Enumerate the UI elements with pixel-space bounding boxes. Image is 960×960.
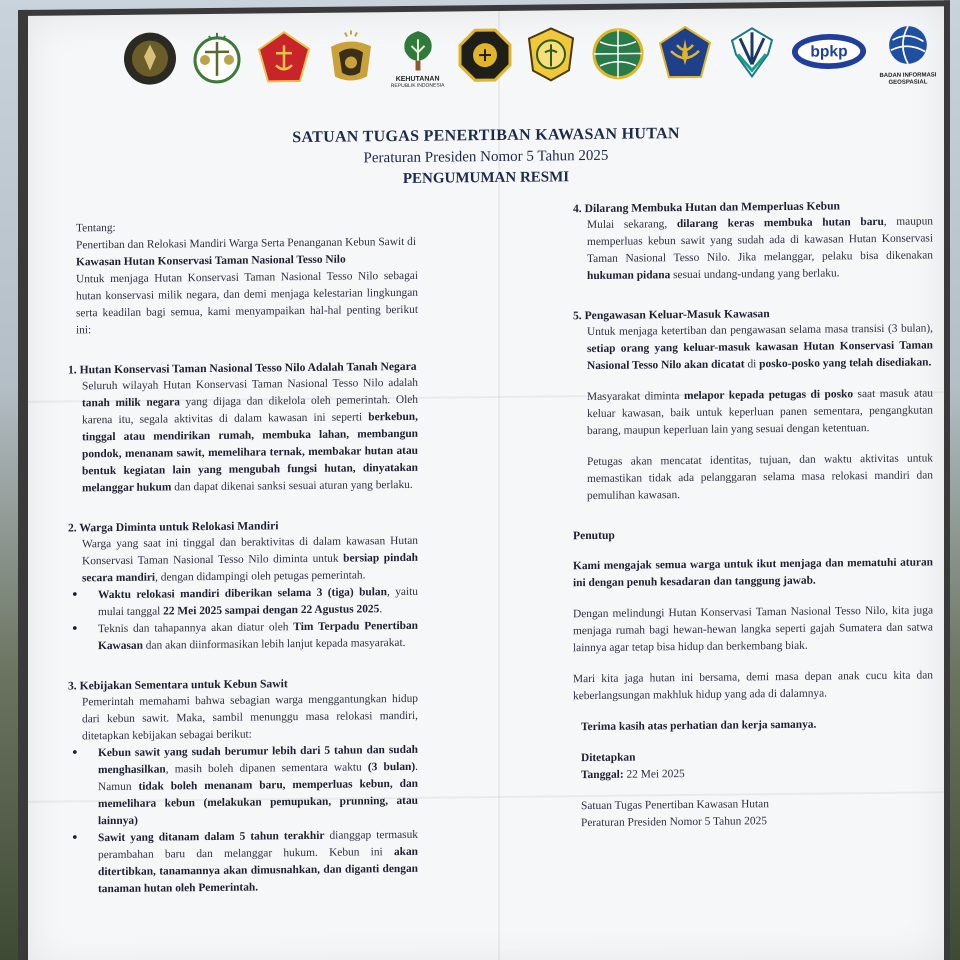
police-emblem-icon [323, 28, 379, 85]
pentagon-wings-icon [657, 25, 713, 82]
kehutanan-caption: KEHUTANAN REPUBLIK INDONESIA [390, 75, 445, 89]
intro-paragraph: Untuk menjaga Hutan Konservasi Taman Nasional Tesso Nilo sebagai hutan konservasi milik negara, dan demi menjaga kelestarian lingkungan serta keadilan bagi semua, kami menyampaikan hal-hal penting berikut ini: [76, 269, 418, 337]
section-2-body: Warga yang saat ini tinggal dan beraktivitas di dalam kawasan Hutan Konservasi Taman Nasional Tesso Nilo diminta untuk bersiap pindah secara mandiri, dengan didampingi oleh petugas pemerintah. [82, 534, 418, 585]
esdm-logo [455, 27, 515, 108]
date-line: Tanggal: 22 Mei 2025 [581, 768, 685, 782]
announcement-label: PENGUMUMAN RESMI [402, 169, 570, 187]
ditetapkan-label: Ditetapkan [581, 751, 636, 765]
announcement-board [18, 0, 950, 960]
tentang-label: Tentang: [76, 221, 116, 235]
logo-row [120, 22, 940, 126]
pentagon-shield-icon [256, 29, 312, 86]
round-seal-icon [122, 30, 178, 87]
kejaksaan-logo [120, 30, 180, 111]
pertanian-logo [521, 26, 581, 107]
signatory-line-2: Peraturan Presiden Nomor 5 Tahun 2025 [581, 815, 767, 830]
big-logo [876, 22, 940, 103]
section-2-bullet: • Teknis dan tahapannya akan diatur oleh Tim Terpadu Penertiban Kawasan dan akan diinformasikan lebih lanjut kepada masyarakat. [68, 618, 418, 656]
section-5-report-paragraph: Masyarakat diminta melapor kepada petugas di posko saat masuk atau keluar kawasan, baik untuk keperluan panen sementara, pengangkutan barang, maupun keperluan lain yang sesuai dengan ketentuan. [587, 387, 933, 438]
signatory-line-1: Satuan Tugas Penertiban Kawasan Hutan [581, 798, 769, 813]
kemendes-logo [722, 24, 782, 105]
section-3-bullet: • Kebun sawit yang sudah berumur lebih dari 5 tahun dan sudah menghasilkan, masih boleh dipanen sementara waktu (3 bulan). Namun tidak boleh menanam baru, memperluas kebun, dan memelihara kebun (melakukan pemupukan, prunning, atau lainnya) [68, 742, 418, 831]
closing-title: Penutup [573, 528, 615, 543]
atr-bpn-logo [588, 25, 648, 106]
section-5-title: 5. Pengawasan Keluar-Masuk Kawasan [573, 307, 770, 323]
bpkp-logo [789, 23, 869, 104]
right-column [573, 196, 933, 832]
section-1-title: 1. Hutan Konservasi Taman Nasional Tesso Nilo Adalah Tanah Negara [68, 359, 417, 377]
thanks-line: Terima kasih atas perhatian dan kerja samanya. [581, 718, 817, 734]
globe-swirl-icon [880, 22, 936, 71]
octagon-emblem-icon [457, 27, 513, 84]
section-2-title: 2. Warga Diminta untuk Relokasi Mandiri [68, 519, 279, 535]
scales-of-justice-icon [189, 30, 245, 87]
polri-logo [321, 28, 381, 109]
document-title: SATUAN TUGAS PENERTIBAN KAWASAN HUTAN [292, 125, 680, 147]
section-4-title: 4. Dilarang Membuka Hutan dan Memperluas Kebun [573, 199, 841, 216]
big-caption: BADAN INFORMASI GEOSPASIAL [879, 72, 937, 86]
closing-call: Kami mengajak semua warga untuk ikut menjaga dan mematuhi aturan ini dengan penuh kesadaran dan tanggung jawab. [573, 556, 933, 590]
bpkp-oval-icon [790, 23, 868, 80]
scales-logo [187, 30, 247, 111]
shield-leaf-icon [523, 26, 579, 83]
subject-line-2: Kawasan Hutan Konservasi Taman Nasional Tesso Nilo [76, 253, 346, 269]
closing-paragraph-2: Mari kita jaga hutan ini bersama, demi masa depan anak cucu kita dan keberlangsungan makhluk hidup yang ada di dalamnya. [573, 669, 933, 703]
section-5-officer-paragraph: Petugas akan mencatat identitas, tujuan, dan waktu aktivitas untuk memastikan tidak ada pelanggaran selama masa relokasi mandiri dan pemulihan kawasan. [587, 452, 933, 503]
section-1-body: Seluruh wilayah Hutan Konservasi Taman Nasional Tesso Nilo adalah tanah milik negara yang dijaga dan dikelola oleh pemerintah. Oleh karena itu, segala aktivitas di dalam kawasan ini seperti berkebun, tinggal atau mendirikan rumah, membuka lahan, membangun pondok, menanam sawit, memelihara ternak, membakar hutan atau bentuk kegiatan lain yang mengubah fungsi hutan, dinyatakan melanggar hukum dan dapat dikenai sanksi sesuai aturan yang berlaku. [82, 376, 418, 495]
closing-paragraph-1: Dengan melindungi Hutan Konservasi Taman Nasional Tesso Nilo, kita juga menjaga rumah bagi hewan-hewan langka seperti gajah Sumatera dan satwa lainnya agar tetap bisa hidup dan berkembang biak. [573, 604, 933, 655]
section-3-body: Pemerintah memahami bahwa sebagian warga menggantungkan hidup dari kebun sawit. Maka, sambil menunggu masa relokasi mandiri, ditetapkan kebijakan sebagai berikut: [82, 692, 418, 743]
regulation-line: Peraturan Presiden Nomor 5 Tahun 2025 [363, 147, 609, 167]
globe-icon [590, 25, 646, 82]
section-3-title: 3. Kebijakan Sementara untuk Kebun Sawit [68, 677, 288, 693]
kehutanan-logo [388, 28, 448, 109]
section-4-body: Mulai sekarang, dilarang keras membuka hutan baru, maupun memperluas kebun sawit yang sudah ada di kawasan Hutan Konservasi Taman Nasional Tesso Nilo. Jika melanggar, pelaku bisa dikenakan hukuman pidana sesuai undang-undang yang berlaku. [587, 215, 933, 283]
left-column [68, 217, 418, 899]
tni-logo [254, 29, 314, 110]
section-2-bullet: • Waktu relokasi mandiri diberikan selama 3 (tiga) bulan, yaitu mulai tanggal 22 Mei 2025 sampai dengan 22 Agustus 2025. [68, 584, 418, 622]
tree-icon [390, 28, 446, 75]
section-3-bullet: • Sawit yang ditanam dalam 5 tahun terakhir dianggap termasuk perambahan baru dan melanggar hukum. Kebun ini akan ditertibkan, tanamannya akan dimusnahkan, dan diganti dengan tanaman hutan oleh Pemerintah. [68, 827, 418, 899]
kemenkeu-logo [655, 25, 715, 106]
svg-text:bpkp: bpkp [810, 43, 848, 61]
subject-line-1: Penertiban dan Relokasi Mandiri Warga Serta Penanganan Kebun Sawit di [76, 235, 416, 252]
section-5-body: Untuk menjaga ketertiban dan pengawasan selama masa transisi (3 bulan), setiap orang yang keluar-masuk kawasan Hutan Konservasi Taman Nasional Tesso Nilo akan dicatat di posko-posko yang telah disediakan. [587, 322, 933, 373]
document-header [28, 122, 944, 192]
rays-emblem-icon [724, 24, 780, 81]
